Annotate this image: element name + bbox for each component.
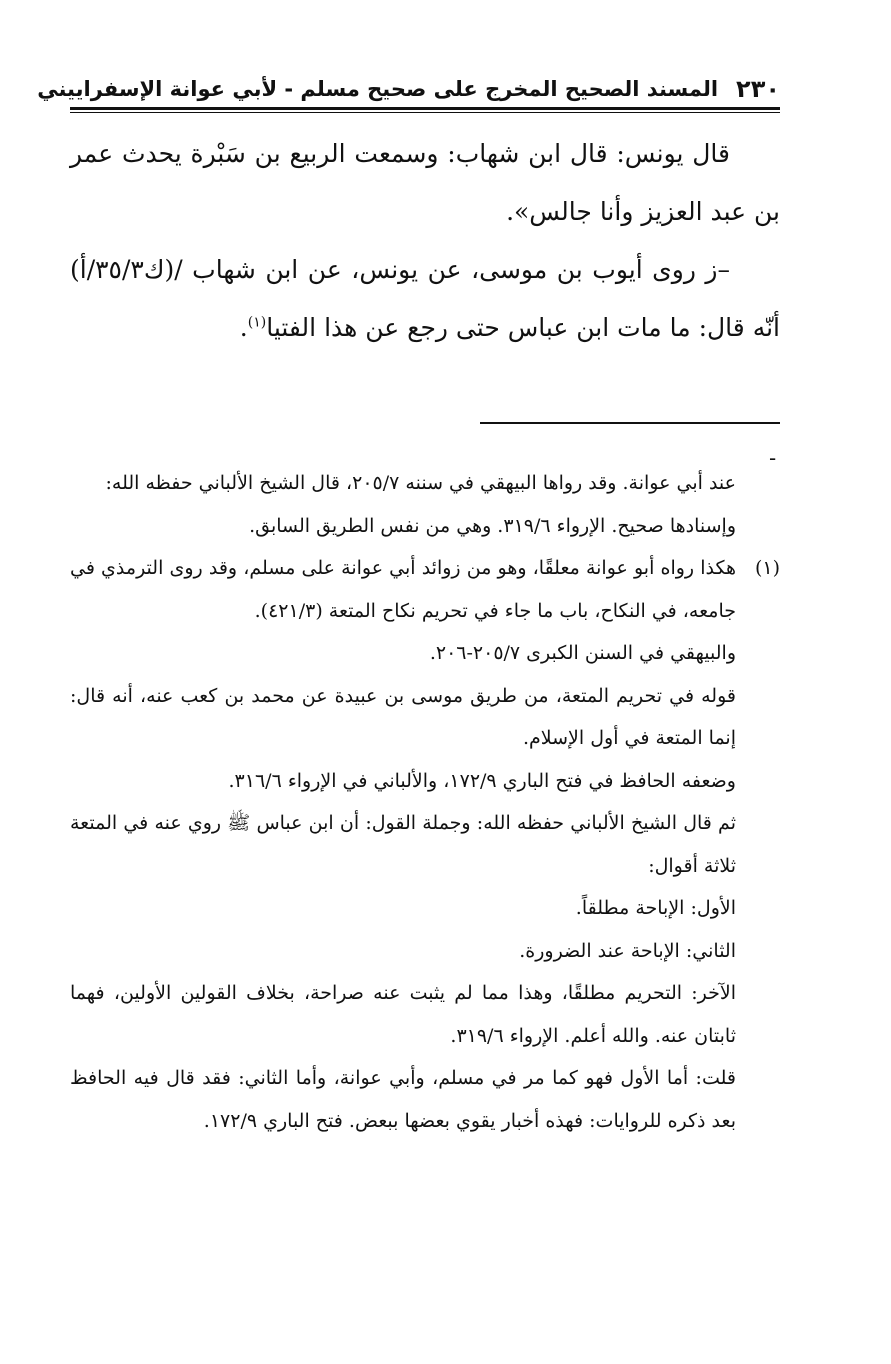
footnote-paragraph: ثم قال الشيخ الألباني حفظه الله: وجملة القول: أن ابن عباس ﷺ روي عنه في المتعة ثلاثة أقوال: [70,812,736,877]
main-paragraph-text: –ز روى أيوب بن موسى، عن يونس، عن ابن شهاب /(ك٣٥/٣/أ) أنّه قال: ما مات ابن عباس حتى رجع عن هذا الفتيا [70,255,780,342]
main-paragraph-end: . [239,313,248,342]
running-title: المسند الصحيح المخرج على صحيح مسلم - لأبي عوانة الإسفراييني [37,77,719,101]
footnote-carryover: وإسنادها صحيح. الإرواء ٣١٩/٦. وهي من نفس الطريق السابق. [249,514,736,537]
footnotes [70,462,780,1142]
footnote-marker: (١) [754,557,780,579]
footnote-paragraph: قلت: أما الأول فهو كما مر في مسلم، وأبي عوانة، وأما الثاني: فقد قال فيه الحافظ بعد ذكره للروايات: فهذه أخبار يقوي بعضها ببعض. فتح الباري ١٧٢/٩. [70,1067,736,1132]
main-paragraph [70,241,780,357]
running-header [37,72,780,106]
main-text [70,125,780,357]
header-rule [70,107,780,110]
header-rule-thin [70,112,780,113]
footnote-text: هكذا رواه أبو عوانة معلقًا، وهو من زوائد أبي عوانة على مسلم، وقد روى الترمذي في جامعه، في النكاح، باب ما جاء في تحريم نكاح المتعة (٤٢١/٣). [70,557,736,622]
continuation-mark: - [769,446,777,470]
footnote-paragraph: الثاني: الإباحة عند الضرورة. [519,939,736,962]
footnote-paragraph: الأول: الإباحة مطلقاً. [575,897,736,919]
footnote-paragraph: وضعفه الحافظ في فتح الباري ١٧٢/٩، والألباني في الإرواء ٣١٦/٦. [228,769,736,792]
footnote-1 [70,547,780,632]
footnote-reference: (١) [247,314,267,331]
page-number: ٢٣٠ [736,75,780,103]
footnote-paragraph: قوله في تحريم المتعة، من طريق موسى بن عبيدة عن محمد بن كعب عنه، أنه قال: إنما المتعة في أول الإسلام. [70,684,736,749]
main-paragraph: قال يونس: قال ابن شهاب: وسمعت الربيع بن سَبْرة يحدث عمر بن عبد العزيز وأنا جالس». [70,139,780,226]
footnote-carryover: عند أبي عوانة. وقد رواها البيهقي في سننه ٢٠٥/٧، قال الشيخ الألباني حفظه الله: [105,472,736,494]
footnote-paragraph: والبيهقي في السنن الكبرى ٢٠٥/٧-٢٠٦. [429,642,736,664]
footnote-separator [480,422,780,424]
footnote-paragraph: الآخر: التحريم مطلقًا، وهذا مما لم يثبت عنه صراحة، بخلاف القولين الأولين، فهما ثابتان عنه. والله أعلم. الإرواء ٣١٩/٦. [70,982,736,1047]
